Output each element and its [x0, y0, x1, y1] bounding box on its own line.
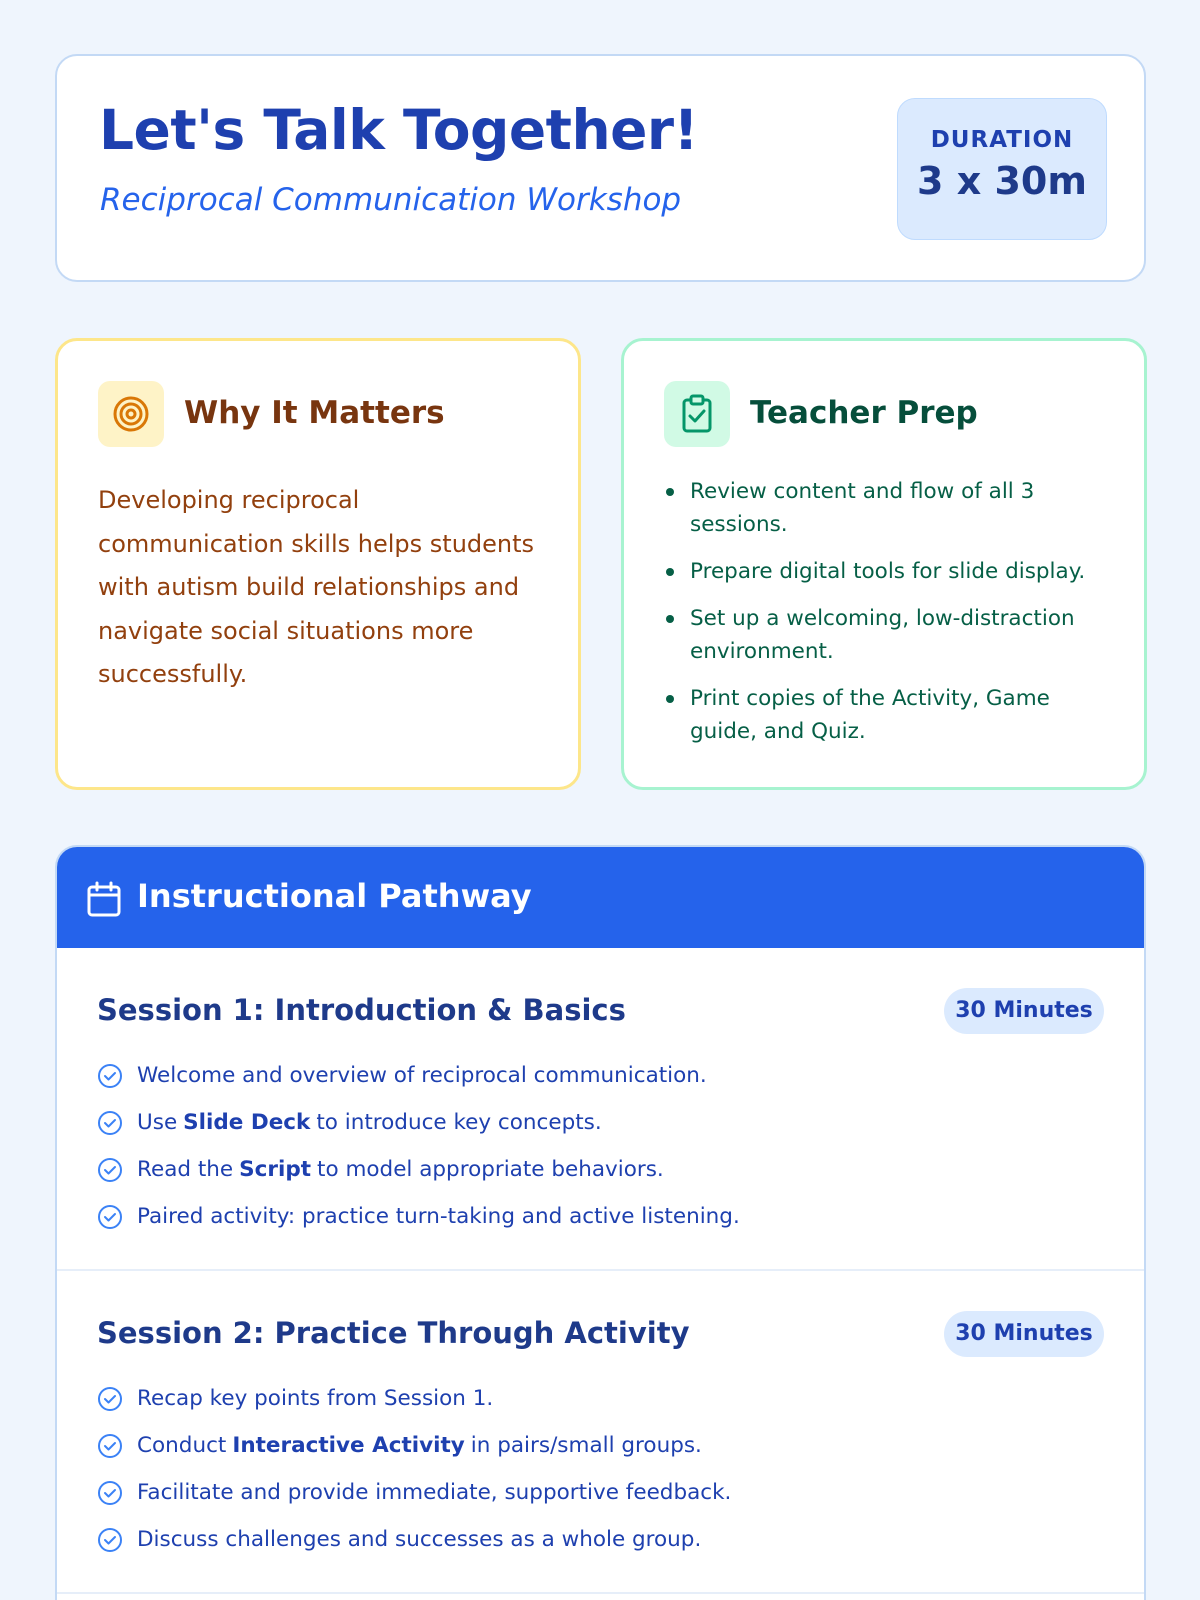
- step-text: Recap key points from Session 1.: [137, 1386, 494, 1411]
- step-item: [97, 1469, 731, 1516]
- duration-box: [897, 98, 1107, 240]
- page-subtitle: Reciprocal Communication Workshop: [100, 182, 682, 218]
- target-icon: [98, 381, 164, 447]
- prep-title: Teacher Prep: [750, 395, 978, 431]
- clipboard-check-icon: [664, 381, 730, 447]
- step-text: Paired activity: practice turn-taking and active listening.: [137, 1204, 740, 1229]
- step-text: Read the: [137, 1157, 234, 1182]
- check-circle-icon: [97, 1157, 123, 1183]
- step-item: [97, 1052, 740, 1099]
- step-text: Discuss challenges and successes as a whole group.: [137, 1527, 702, 1552]
- pathway-header: [57, 847, 1144, 948]
- step-text: Use: [137, 1110, 178, 1135]
- teacher-prep-card: [621, 338, 1147, 790]
- duration-value: 3 x 30m: [917, 159, 1087, 203]
- instructional-pathway: [55, 845, 1146, 1600]
- step-item: [97, 1193, 740, 1240]
- prep-list: [664, 475, 1104, 762]
- check-circle-icon: [97, 1433, 123, 1459]
- session-duration-badge: 30 Minutes: [944, 988, 1104, 1034]
- prep-item: Print copies of the Activity, Game guide, and Quiz.: [664, 682, 1104, 748]
- step-resource: Interactive Activity: [232, 1433, 465, 1458]
- check-circle-icon: [97, 1110, 123, 1136]
- step-text: Conduct: [137, 1433, 227, 1458]
- why-title: Why It Matters: [184, 395, 445, 431]
- check-circle-icon: [97, 1527, 123, 1553]
- why-it-matters-card: [55, 338, 581, 790]
- check-circle-icon: [97, 1063, 123, 1089]
- pathway-title: Instructional Pathway: [137, 877, 532, 915]
- step-resource: Slide Deck: [183, 1110, 311, 1135]
- session-1: [57, 948, 1144, 1271]
- prep-item: Review content and flow of all 3 sessions.: [664, 475, 1104, 541]
- step-text: to model appropriate behaviors.: [317, 1157, 664, 1182]
- page-title: Let's Talk Together!: [99, 98, 699, 162]
- session-title: Session 2: Practice Through Activity: [97, 1316, 690, 1350]
- check-circle-icon: [97, 1386, 123, 1412]
- step-text: Facilitate and provide immediate, supportive feedback.: [137, 1480, 732, 1505]
- session-title: Session 1: Introduction & Basics: [97, 993, 626, 1027]
- step-item: [97, 1146, 740, 1193]
- step-text: to introduce key concepts.: [316, 1110, 602, 1135]
- prep-item: Prepare digital tools for slide display.: [664, 555, 1104, 588]
- why-text: Developing reciprocal communication skills helps students with autism build relationships and navigate social situations more successfully.: [98, 486, 535, 688]
- step-item: [97, 1375, 731, 1422]
- session-steps: [97, 1375, 731, 1563]
- session-duration-badge: 30 Minutes: [944, 1311, 1104, 1357]
- check-circle-icon: [97, 1204, 123, 1230]
- step-text: in pairs/small groups.: [470, 1433, 702, 1458]
- session-2: [57, 1271, 1144, 1594]
- session-steps: [97, 1052, 740, 1240]
- calendar-icon: [87, 881, 121, 921]
- header-card: [55, 54, 1146, 282]
- check-circle-icon: [97, 1480, 123, 1506]
- duration-label: DURATION: [930, 127, 1074, 153]
- step-item: [97, 1422, 731, 1469]
- step-resource: Script: [239, 1157, 312, 1182]
- prep-item: Set up a welcoming, low-distraction environment.: [664, 602, 1104, 668]
- step-text: Welcome and overview of reciprocal communication.: [137, 1063, 707, 1088]
- step-item: [97, 1099, 740, 1146]
- step-item: [97, 1516, 731, 1563]
